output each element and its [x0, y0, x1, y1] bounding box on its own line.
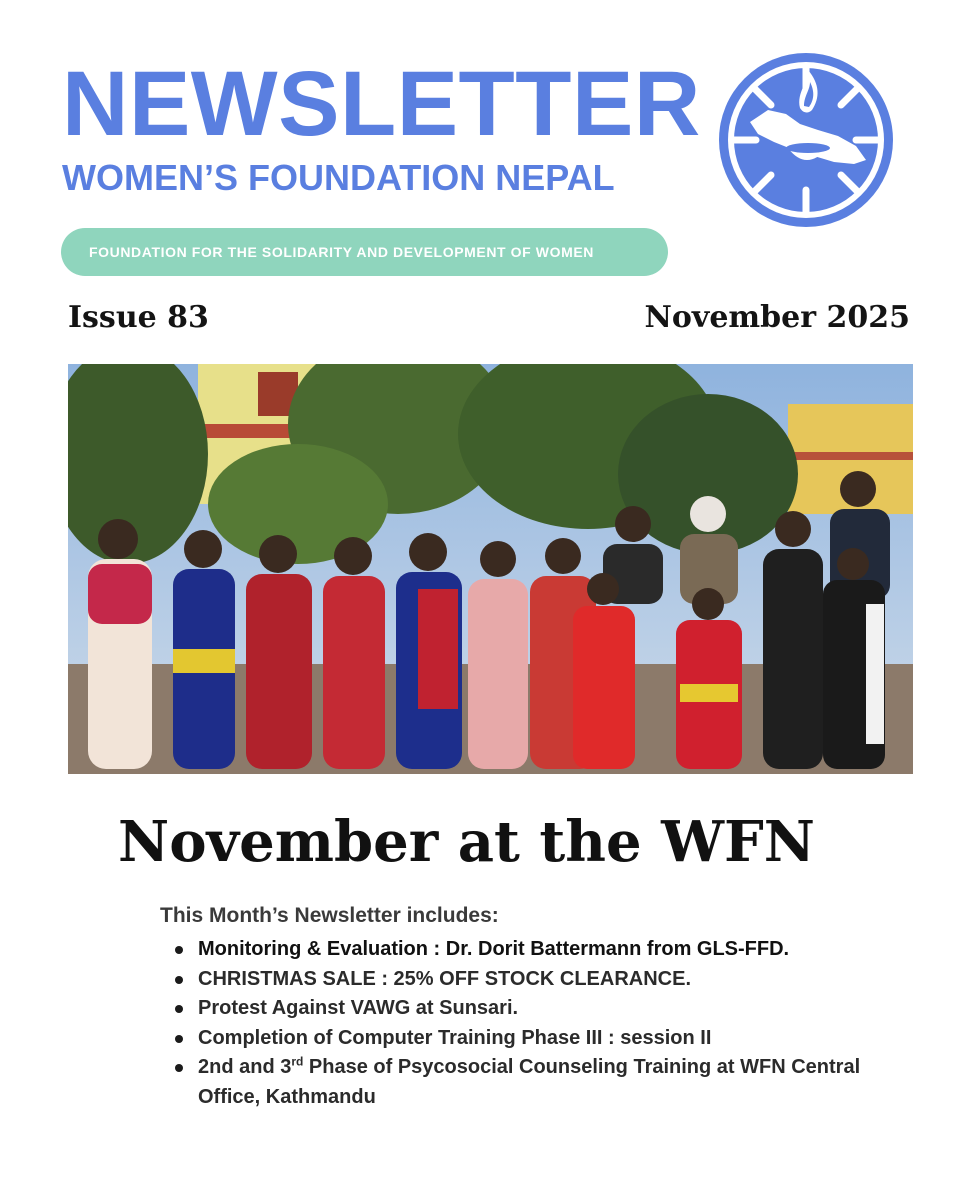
list-item — [172, 1053, 892, 1112]
bullet-icon — [175, 976, 183, 984]
list-item — [172, 1024, 892, 1054]
list-item-text-part1: 2nd and 3 — [198, 1056, 292, 1078]
headline: November at the WFN — [118, 809, 815, 875]
list-item-text-part2: Phase of Psycosocial Counseling Training at WFN Central Office, Kathmandu — [198, 1056, 861, 1108]
tagline-pill — [61, 228, 668, 276]
contents-list — [172, 935, 892, 1112]
issue-date: November 2025 — [644, 300, 910, 335]
list-item — [172, 994, 892, 1024]
bullet-icon — [175, 1005, 183, 1013]
bullet-icon — [175, 1035, 183, 1043]
list-item-text: Monitoring & Evaluation : Dr. Dorit Battermann from GLS-FFD. — [198, 938, 790, 960]
bullet-icon — [175, 946, 183, 954]
list-item-text: Protest Against VAWG at Sunsari. — [198, 997, 519, 1019]
organization-name: WOMEN’S FOUNDATION NEPAL — [62, 157, 615, 198]
issue-number: Issue 83 — [68, 300, 209, 335]
nepal-map-lamp-emblem-icon — [716, 50, 896, 230]
list-item-superscript: rd — [291, 1054, 304, 1069]
list-item — [172, 965, 892, 995]
bullet-icon — [175, 1064, 183, 1072]
list-item — [172, 935, 892, 965]
contents-heading: This Month’s Newsletter includes: — [160, 904, 499, 927]
tagline-text: FOUNDATION FOR THE SOLIDARITY AND DEVELOPMENT OF WOMEN — [89, 244, 595, 260]
list-item-text: Completion of Computer Training Phase III : session II — [198, 1026, 712, 1049]
list-item-text: CHRISTMAS SALE : 25% OFF STOCK CLEARANCE. — [198, 967, 691, 990]
newsletter-title: NEWSLETTER — [62, 53, 701, 155]
group-photo — [68, 364, 913, 774]
